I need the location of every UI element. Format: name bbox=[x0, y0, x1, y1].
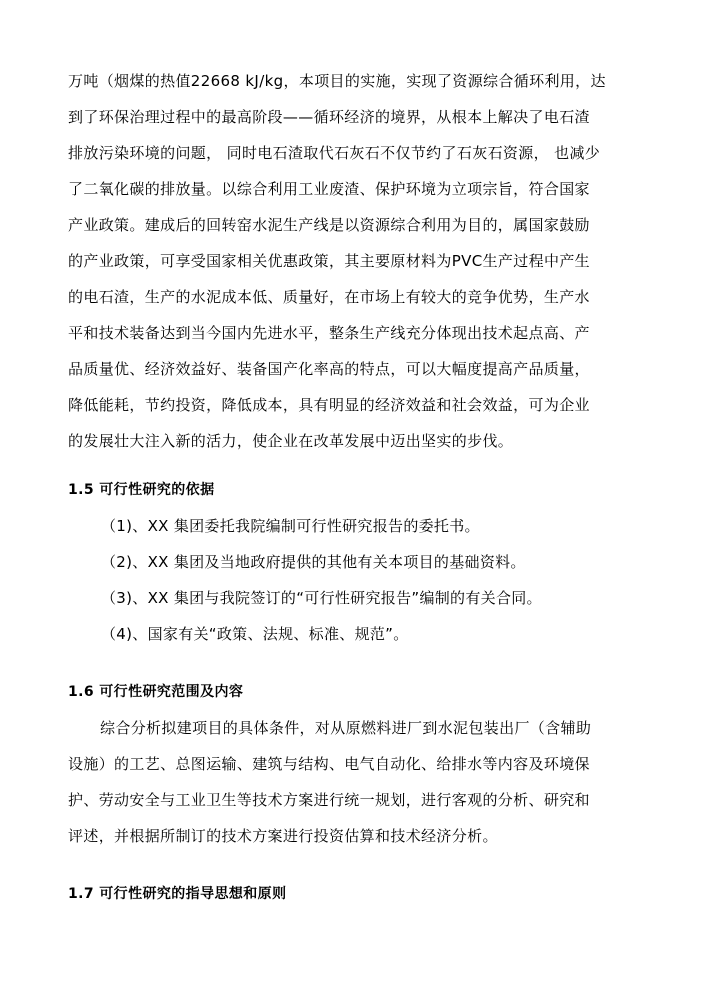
section-1-5-item-1: （1)、XX 集团委托我院编制可行性研究报告的委托书。 bbox=[101, 517, 480, 535]
section-1-6-title: 1.6 可行性研究范围及内容 bbox=[68, 684, 244, 700]
section-1-5-item-2: （2)、XX 集团及当地政府提供的其他有关本项目的基础资料。 bbox=[101, 553, 526, 571]
section-1-6-line-1: 综合分析拟建项目的具体条件，对从原燃料进厂到水泥包装出厂（含辅助 bbox=[100, 719, 592, 737]
section-1-6-line-2: 设施）的工艺、总图运输、建筑与结构、电气自动化、给排水等内容及环境保 bbox=[68, 755, 590, 773]
paragraph1-line-10: 降低能耗，节约投资，降低成本，具有明显的经济效益和社会效益，可为企业 bbox=[68, 396, 590, 414]
section-1-5-item-3: （3)、XX 集团与我院签订的“可行性研究报告”编制的有关合同。 bbox=[101, 589, 542, 607]
paragraph1-line-2: 到了环保治理过程中的最高阶段——循环经济的境界，从根本上解决了电石渣 bbox=[68, 108, 590, 126]
section-1-7-title: 1.7 可行性研究的指导思想和原则 bbox=[68, 886, 287, 902]
paragraph1-line-7: 的电石渣，生产的水泥成本低、质量好，在市场上有较大的竞争优势，生产水 bbox=[68, 288, 590, 306]
section-1-6-line-3: 护、劳动安全与工业卫生等技术方案进行统一规划，进行客观的分析、研究和 bbox=[68, 791, 590, 809]
paragraph1-line-6: 的产业政策，可享受国家相关优惠政策，其主要原材料为PVC生产过程中产生 bbox=[68, 252, 591, 270]
paragraph1-line-9: 品质量优、经济效益好、装备国产化率高的特点，可以大幅度提高产品质量， bbox=[68, 360, 590, 378]
paragraph1-line-1: 万吨（烟煤的热值22668 kJ/kg，本项目的实施，实现了资源综合循环利用，达 bbox=[68, 72, 606, 90]
paragraph1-line-5: 产业政策。建成后的回转窑水泥生产线是以资源综合利用为目的，属国家鼓励 bbox=[68, 216, 590, 234]
section-1-6-line-4: 评述，并根据所制订的技术方案进行投资估算和技术经济分析。 bbox=[68, 827, 498, 845]
paragraph1-line-4: 了二氧化碳的排放量。以综合利用工业废渣、保护环境为立项宗旨，符合国家 bbox=[68, 180, 590, 198]
paragraph1-line-8: 平和技术装备达到当今国内先进水平，整条生产线充分体现出技术起点高、产 bbox=[68, 324, 590, 342]
paragraph1-line-11: 的发展壮大注入新的活力，使企业在改革发展中迈出坚实的步伐。 bbox=[68, 432, 514, 450]
section-1-5-title: 1.5 可行性研究的依据 bbox=[68, 482, 215, 498]
paragraph1-line-3: 排放污染环境的问题， 同时电石渣取代石灰石不仅节约了石灰石资源， 也减少 bbox=[68, 144, 601, 162]
section-1-5-item-4: （4)、国家有关“政策、法规、标准、规范”。 bbox=[101, 625, 409, 643]
